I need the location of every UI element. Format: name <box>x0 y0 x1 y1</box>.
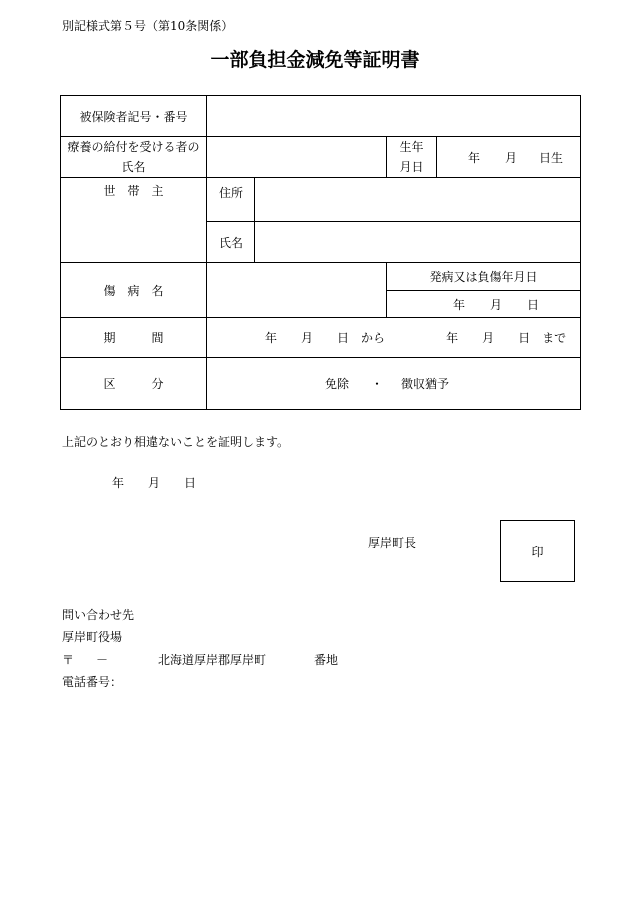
contact-office: 厚岸町役場 <box>62 630 123 644</box>
recipient-label-line1: 療養の給付を受ける者の <box>67 140 200 154</box>
page-title: 一部負担金減免等証明書 <box>210 49 420 71</box>
category-defer-option[interactable]: 徴収猶予 <box>401 377 450 391</box>
birth-label-line2: 月日 <box>399 160 424 174</box>
period-from-day: 日 <box>337 331 350 345</box>
period-to-year: 年 <box>446 331 459 345</box>
name-label: 氏名 <box>207 222 255 263</box>
period-field[interactable] <box>207 318 581 358</box>
form-label: 別記様式第５号（第10条関係） <box>62 19 234 33</box>
recipient-name-label <box>61 137 207 178</box>
category-separator: ・ <box>371 377 384 391</box>
period-to-day: 日 <box>518 331 531 345</box>
category-field <box>207 358 581 410</box>
birth-date-field[interactable] <box>437 137 581 178</box>
category-exempt-option[interactable]: 免除 <box>325 377 350 391</box>
period-from: から <box>361 331 386 345</box>
householder-label <box>61 178 207 263</box>
postal-mark: 〒 <box>62 653 75 667</box>
birth-year: 年 <box>468 150 481 165</box>
onset-year: 年 <box>453 297 466 312</box>
address-field[interactable] <box>255 178 581 222</box>
category-label: 区 分 <box>61 358 207 410</box>
certificate-table <box>60 95 581 410</box>
period-from-year: 年 <box>265 331 278 345</box>
postal-dash: － <box>96 653 109 667</box>
name-field[interactable] <box>255 222 581 263</box>
period-label: 期 間 <box>61 318 207 358</box>
onset-label: 発病又は負傷年月日 <box>387 263 581 291</box>
mayor-title: 厚岸町長 <box>368 536 417 550</box>
birth-day: 日生 <box>539 150 564 165</box>
contact-banchi: 番地 <box>314 653 339 667</box>
injury-field[interactable] <box>207 263 387 318</box>
injury-label: 傷 病 名 <box>61 263 207 318</box>
birth-month: 月 <box>505 150 518 165</box>
period-to: まで <box>542 331 567 345</box>
insured-number-field[interactable] <box>207 96 581 137</box>
birth-date-label <box>387 137 437 178</box>
certify-date <box>112 474 196 491</box>
recipient-label-line2: 氏名 <box>121 160 146 174</box>
period-to-month: 月 <box>482 331 495 345</box>
seal-box <box>500 520 575 582</box>
birth-label-line1: 生年 <box>399 140 424 154</box>
certify-day: 日 <box>184 476 197 490</box>
onset-month: 月 <box>490 297 503 312</box>
seal-text: 印 <box>531 544 544 559</box>
householder-label-text: 世 帯 主 <box>103 184 164 198</box>
contact-phone: 電話番号： <box>62 675 123 689</box>
certify-month: 月 <box>148 476 161 490</box>
address-label: 住所 <box>207 178 255 222</box>
contact-heading: 問い合わせ先 <box>62 608 135 622</box>
contact-address-line <box>62 651 338 668</box>
contact-address: 北海道厚岸郡厚岸町 <box>158 653 267 667</box>
onset-date-field[interactable] <box>387 291 581 318</box>
certify-year: 年 <box>112 476 125 490</box>
certify-statement: 上記のとおり相違ないことを証明します。 <box>62 435 290 449</box>
period-from-month: 月 <box>301 331 314 345</box>
onset-day: 日 <box>527 297 540 312</box>
recipient-name-field[interactable] <box>207 137 387 178</box>
insured-number-label: 被保険者記号・番号 <box>61 96 207 137</box>
